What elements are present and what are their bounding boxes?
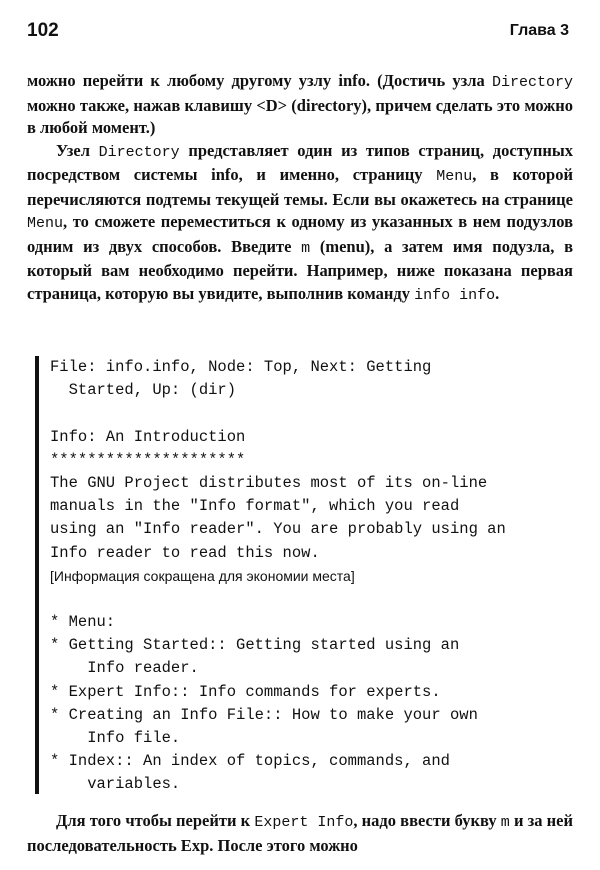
- paragraph-1: [27, 70, 573, 140]
- paragraph-2-text-c: , в которой перечисляются подтемы текущей темы. Если вы окажетесь на странице: [27, 165, 573, 209]
- code-line: [50, 588, 565, 611]
- paragraph-2-code-a: Directory: [98, 143, 180, 161]
- paragraph-2-text-d: , то сможете переместиться к одному из указанных в нем подузлов одним из двух способов. Введите: [27, 212, 573, 256]
- code-line: Info: An Introduction: [50, 427, 246, 446]
- code-line: Started, Up: (dir): [50, 381, 237, 400]
- info-code-listing: [35, 356, 565, 794]
- paragraph-2-code-e: info info: [414, 286, 496, 304]
- code-line: manuals in the "Info format", which you read: [50, 497, 460, 516]
- code-line: Info reader.: [50, 659, 199, 678]
- paragraph-3-text-c: и за ней последовательность Exp. После этого можно: [27, 811, 573, 855]
- paragraph-2-code-d: m: [301, 239, 311, 257]
- code-line: using an "Info reader". You are probably using an: [50, 520, 506, 539]
- code-line: Info file.: [50, 729, 181, 747]
- paragraph-2-text-b: представляет один из типов страниц, доступных посредством системы info, и именно, страницу: [27, 140, 574, 184]
- paragraph-2-code-c: Menu: [27, 215, 64, 232]
- paragraph-2-text-f: .: [495, 283, 500, 303]
- paragraph-3-text-a: Для того чтобы перейти к: [56, 811, 255, 830]
- paragraph-1-code-a: Directory: [491, 74, 573, 91]
- paragraph-3-code-b: m: [500, 814, 510, 831]
- body-text-bottom: [27, 810, 573, 857]
- chapter-title: Глава 3: [509, 22, 569, 39]
- paragraph-3: [27, 810, 573, 857]
- code-line-note: [Информация сокращена для экономии места]: [50, 567, 355, 584]
- code-line: variables.: [50, 775, 181, 794]
- code-line: * Menu:: [50, 613, 116, 632]
- paragraph-1-text-a: можно перейти к любому другому узлу info. (Достичь узла: [27, 71, 492, 90]
- paragraph-1-text-b: можно также, нажав клавишу <D> (directory), причем сделать это можно в любой момент.): [27, 95, 573, 137]
- code-line: [50, 402, 565, 425]
- code-line: The GNU Project distributes most of its on-line: [50, 473, 488, 492]
- code-line: * Getting Started:: Getting started using an: [50, 636, 460, 655]
- code-line: * Index:: An index of topics, commands, and: [50, 752, 450, 771]
- code-line: * Expert Info:: Info commands for experts.: [50, 682, 441, 701]
- code-line: Info reader to read this now.: [50, 543, 320, 562]
- page-header: [27, 20, 569, 44]
- paragraph-2: [27, 140, 573, 308]
- paragraph-3-code-a: Expert Info: [254, 814, 354, 831]
- code-line: * Creating an Info File:: How to make your own: [50, 705, 478, 724]
- paragraph-3-text-b: , надо ввести букву: [353, 811, 501, 830]
- paragraph-2-text-a: Узел: [56, 140, 99, 160]
- paragraph-2-text-e: (menu), а затем имя подузла, в который вам необходимо перейти. Например, ниже показана первая страница, которую вы увидите, выполнив команду: [27, 236, 573, 303]
- code-line: *********************: [50, 450, 246, 469]
- page-number: 102: [27, 20, 59, 41]
- code-line: File: info.info, Node: Top, Next: Getting: [50, 358, 432, 376]
- paragraph-2-code-b: Menu: [436, 168, 473, 185]
- body-text-top: [27, 70, 573, 307]
